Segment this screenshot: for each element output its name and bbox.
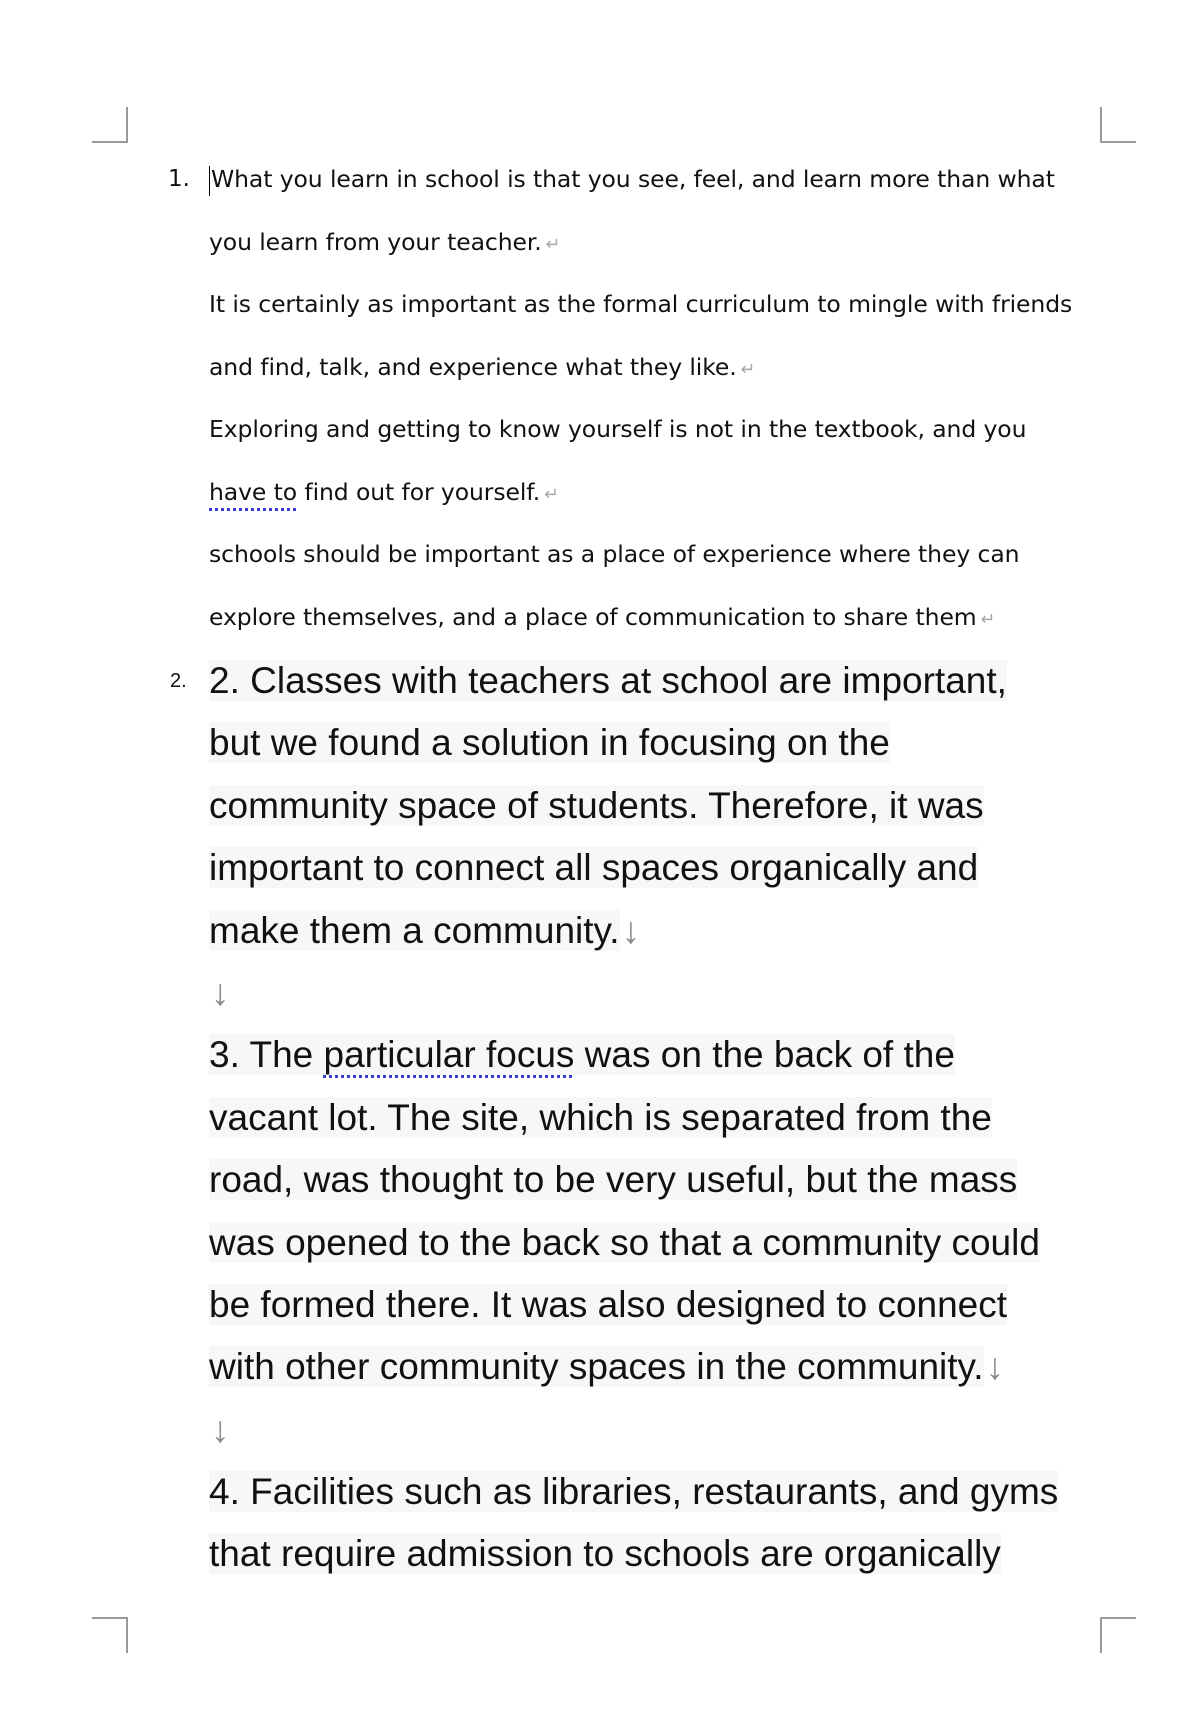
text-line[interactable]: What you learn in school is that you see, feel, and learn more than what <box>209 148 1109 211</box>
text-line[interactable]: have to find out for yourself. ↵ <box>209 477 559 506</box>
text-line[interactable]: that require admission to schools are organically <box>209 1533 1001 1575</box>
list-number-1: 1. <box>168 166 190 192</box>
text-line[interactable]: and find, talk, and experience what they like. ↵ <box>209 352 756 381</box>
crop-mark-top-left <box>92 107 128 143</box>
list-number-2: 2. <box>170 670 187 692</box>
paragraph-mark-icon: ↵ <box>544 484 559 505</box>
empty-line[interactable] <box>209 962 1109 1024</box>
line-break-icon: ↓ <box>621 909 641 951</box>
line-break-icon: ↓ <box>211 971 230 1013</box>
line-break-icon: ↓ <box>985 1346 1005 1388</box>
paragraph-mark-icon: ↵ <box>980 609 996 630</box>
text-line[interactable]: 3. The particular focus was on the back of the <box>209 1034 955 1076</box>
line-break-icon: ↓ <box>211 1408 230 1450</box>
text-line[interactable]: but we found a solution in focusing on the <box>209 722 890 764</box>
list-item-1[interactable] <box>209 148 1109 648</box>
text-line[interactable]: was opened to the back so that a community could <box>209 1221 1040 1263</box>
crop-mark-bottom-left <box>92 1617 128 1653</box>
text-line[interactable]: important to connect all spaces organically and <box>209 847 979 889</box>
text-line[interactable]: community space of students. Therefore, it was <box>209 784 984 826</box>
spelling-flag[interactable]: have to <box>209 477 298 506</box>
text-cursor <box>209 166 210 196</box>
paragraph-mark-icon: ↵ <box>545 234 561 255</box>
text-line[interactable]: It is certainly as important as the formal curriculum to mingle with friends <box>209 290 1073 318</box>
text-line[interactable]: vacant lot. The site, which is separated from the <box>209 1096 992 1138</box>
text-line[interactable]: explore themselves, and a place of communication to share them ↵ <box>209 602 996 631</box>
spelling-flag[interactable]: particular focus <box>323 1034 575 1076</box>
text-line[interactable]: 4. Facilities such as libraries, restaurants, and gyms <box>209 1471 1059 1513</box>
crop-mark-bottom-right <box>1100 1617 1136 1653</box>
text-line[interactable]: schools should be important as a place of experience where they can <box>209 540 1020 568</box>
text-line[interactable]: 2. Classes with teachers at school are important, <box>209 660 1007 701</box>
paragraph-mark-icon: ↵ <box>740 359 756 380</box>
text-line[interactable]: Exploring and getting to know yourself is not in the textbook, and you <box>209 415 1027 443</box>
list-item-2[interactable] <box>209 650 1109 1586</box>
text-line[interactable]: you learn from your teacher. ↵ <box>209 227 561 256</box>
empty-line[interactable] <box>209 1399 1109 1461</box>
text-line[interactable]: make them a community.↓ <box>209 909 641 951</box>
text-line[interactable]: road, was thought to be very useful, but the mass <box>209 1159 1018 1201</box>
text-line[interactable]: with other community spaces in the community.↓ <box>209 1346 1005 1388</box>
text-line[interactable]: be formed there. It was also designed to connect <box>209 1283 1008 1325</box>
crop-mark-top-right <box>1100 107 1136 143</box>
